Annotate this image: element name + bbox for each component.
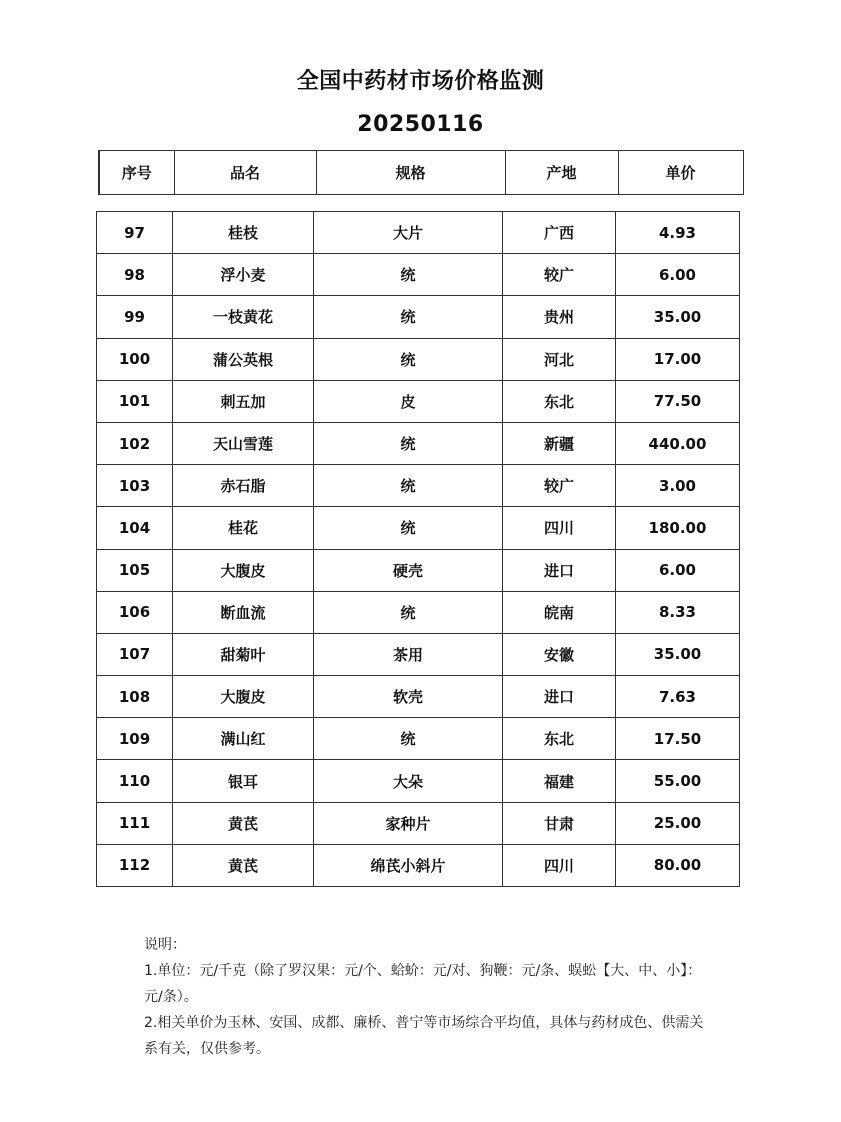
- cell-price: 7.63: [616, 676, 740, 718]
- cell-name: 大腹皮: [173, 549, 314, 591]
- cell-name: 桂花: [173, 507, 314, 549]
- cell-spec: 统: [314, 338, 503, 380]
- notes-heading: 说明：: [144, 937, 186, 953]
- cell-origin: 较广: [503, 254, 616, 296]
- cell-spec: 统: [314, 507, 503, 549]
- cell-number: 111: [97, 802, 173, 844]
- cell-name: 刺五加: [173, 380, 314, 422]
- cell-spec: 统: [314, 254, 503, 296]
- cell-price: 180.00: [616, 507, 740, 549]
- notes: [144, 932, 704, 1062]
- cell-number: 99: [97, 296, 173, 338]
- table-row: [97, 422, 740, 464]
- cell-price: 8.33: [616, 591, 740, 633]
- cell-spec: 大片: [314, 212, 503, 254]
- column-header-name: 品名: [174, 151, 316, 195]
- column-header-number: 序号: [99, 151, 174, 195]
- page-title: 全国中药材市场价格监测: [296, 69, 545, 94]
- cell-price: 4.93: [616, 212, 740, 254]
- cell-origin: 四川: [503, 507, 616, 549]
- cell-origin: 东北: [503, 380, 616, 422]
- cell-number: 105: [97, 549, 173, 591]
- cell-price: 35.00: [616, 296, 740, 338]
- cell-spec: 皮: [314, 380, 503, 422]
- cell-number: 102: [97, 422, 173, 464]
- cell-number: 110: [97, 760, 173, 802]
- cell-origin: 进口: [503, 676, 616, 718]
- cell-price: 17.50: [616, 718, 740, 760]
- cell-origin: 甘肃: [503, 802, 616, 844]
- cell-name: 天山雪莲: [173, 422, 314, 464]
- cell-price: 25.00: [616, 802, 740, 844]
- cell-origin: 四川: [503, 844, 616, 886]
- cell-origin: 新疆: [503, 422, 616, 464]
- cell-name: 满山红: [173, 718, 314, 760]
- cell-number: 112: [97, 844, 173, 886]
- column-header-price: 单价: [618, 151, 743, 195]
- table-row: [97, 380, 740, 422]
- cell-spec: 统: [314, 422, 503, 464]
- cell-spec: 茶用: [314, 633, 503, 675]
- table-row: [97, 296, 740, 338]
- table-row: [97, 633, 740, 675]
- cell-name: 桂枝: [173, 212, 314, 254]
- table-row: [97, 549, 740, 591]
- cell-number: 104: [97, 507, 173, 549]
- table-row: [97, 676, 740, 718]
- cell-origin: 福建: [503, 760, 616, 802]
- cell-name: 断血流: [173, 591, 314, 633]
- cell-name: 一枝黄花: [173, 296, 314, 338]
- cell-name: 赤石脂: [173, 465, 314, 507]
- table-row: [97, 844, 740, 886]
- cell-name: 蒲公英根: [173, 338, 314, 380]
- cell-name: 黄芪: [173, 844, 314, 886]
- column-header-origin: 产地: [505, 151, 618, 195]
- notes-line-unit: 1.单位：元/千克（除了罗汉果：元/个、蛤蚧：元/对、狗鞭：元/条、蜈蚣【大、中、小】：元/条）。: [144, 963, 702, 1005]
- price-table: [96, 211, 740, 887]
- cell-origin: 东北: [503, 718, 616, 760]
- cell-price: 17.00: [616, 338, 740, 380]
- cell-spec: 绵芪小斜片: [314, 844, 503, 886]
- cell-number: 101: [97, 380, 173, 422]
- table-row: [97, 760, 740, 802]
- cell-price: 77.50: [616, 380, 740, 422]
- table-row: [97, 802, 740, 844]
- cell-number: 98: [97, 254, 173, 296]
- cell-spec: 大朵: [314, 760, 503, 802]
- cell-number: 97: [97, 212, 173, 254]
- cell-origin: 贵州: [503, 296, 616, 338]
- cell-price: 35.00: [616, 633, 740, 675]
- cell-price: 6.00: [616, 254, 740, 296]
- cell-origin: 较广: [503, 465, 616, 507]
- cell-name: 银耳: [173, 760, 314, 802]
- table-header: [98, 150, 744, 195]
- cell-number: 103: [97, 465, 173, 507]
- cell-price: 80.00: [616, 844, 740, 886]
- table-row: [97, 591, 740, 633]
- table-row: [97, 507, 740, 549]
- cell-name: 甜菊叶: [173, 633, 314, 675]
- cell-name: 黄芪: [173, 802, 314, 844]
- cell-origin: 河北: [503, 338, 616, 380]
- cell-spec: 统: [314, 718, 503, 760]
- cell-price: 6.00: [616, 549, 740, 591]
- cell-number: 107: [97, 633, 173, 675]
- column-header-spec: 规格: [316, 151, 505, 195]
- cell-name: 浮小麦: [173, 254, 314, 296]
- cell-spec: 硬壳: [314, 549, 503, 591]
- cell-origin: 皖南: [503, 591, 616, 633]
- cell-origin: 安徽: [503, 633, 616, 675]
- table-row: [97, 212, 740, 254]
- cell-price: 440.00: [616, 422, 740, 464]
- cell-price: 3.00: [616, 465, 740, 507]
- table-row: [97, 338, 740, 380]
- table-row: [97, 465, 740, 507]
- cell-number: 100: [97, 338, 173, 380]
- cell-name: 大腹皮: [173, 676, 314, 718]
- report-date: 20250116: [357, 112, 484, 137]
- cell-price: 55.00: [616, 760, 740, 802]
- table-row: [97, 718, 740, 760]
- cell-number: 106: [97, 591, 173, 633]
- cell-number: 109: [97, 718, 173, 760]
- cell-origin: 进口: [503, 549, 616, 591]
- cell-spec: 家种片: [314, 802, 503, 844]
- notes-line-disclaimer: 2.相关单价为玉林、安国、成都、廉桥、普宁等市场综合平均值，具体与药材成色、供需关系有关，仅供参考。: [144, 1015, 704, 1057]
- cell-number: 108: [97, 676, 173, 718]
- cell-origin: 广西: [503, 212, 616, 254]
- cell-spec: 统: [314, 296, 503, 338]
- cell-spec: 统: [314, 591, 503, 633]
- table-row: [97, 254, 740, 296]
- cell-spec: 软壳: [314, 676, 503, 718]
- cell-spec: 统: [314, 465, 503, 507]
